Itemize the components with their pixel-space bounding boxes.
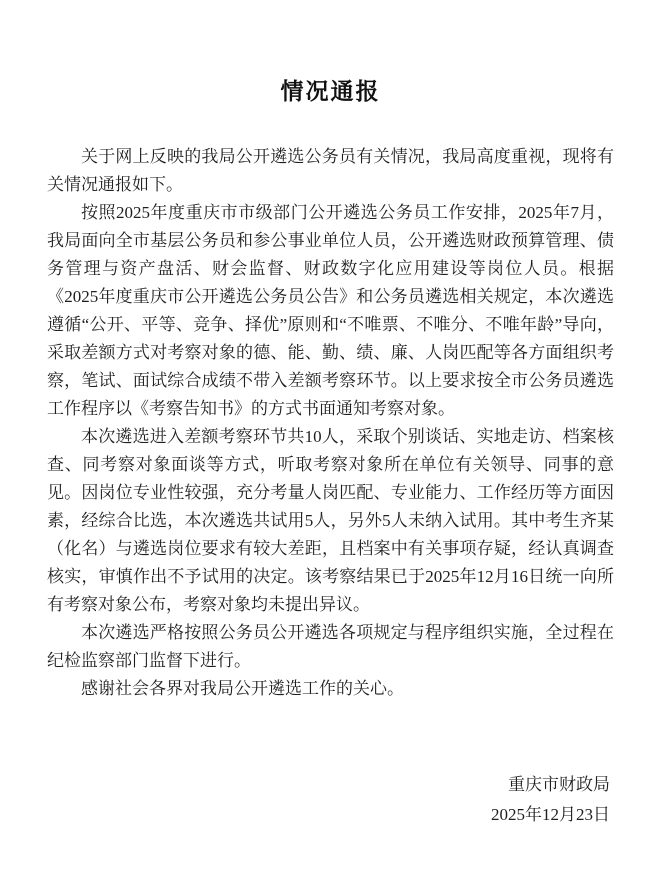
paragraph-inspection-result: 本次遴选进入差额考察环节共10人，采取个别谈话、实地走访、档案核查、同考察对象面谈等方式，听取考察对象所在单位有关领导、同事的意见。因岗位专业性较强，充分考量人岗匹配、专业能力、工作经历等方面因素，经综合比选，本次遴选共试用5人，另外5人未纳入试用。其中考生齐某（化名）与遴选岗位要求有较大差距，且档案中有关事项存疑，经认真调查核实，审慎作出不予试用的决定。该考察结果已于2025年12月16日统一向所有考察对象公布，考察对象均未提出异议。 [47, 427, 614, 614]
signature-date: 2025年12月23日 [491, 805, 610, 824]
document-body [47, 143, 614, 703]
signature-block [491, 770, 610, 830]
paragraph-thanks: 感谢社会各界对我局公开遴选工作的关心。 [81, 679, 404, 698]
paragraph-intro: 关于网上反映的我局公开遴选公务员有关情况，我局高度重视，现将有关情况通报如下。 [47, 147, 614, 194]
signature-org: 重庆市财政局 [508, 775, 610, 794]
paragraph-selection-arrangement: 按照2025年度重庆市市级部门公开遴选公务员工作安排，2025年7月，我局面向全市基层公务员和参公事业单位人员，公开遴选财政预算管理、债务管理与资产盘活、财会监督、财政数字化应用建设等岗位人员。根据《2025年度重庆市公开遴选公务员公告》和公务员遴选相关规定，本次遴选遵循“公开、平等、竞争、择优”原则和“不唯票、不唯分、不唯年龄”导向，采取差额方式对考察对象的德、能、勤、绩、廉、人岗匹配等各方面组织考察，笔试、面试综合成绩不带入差额考察环节。以上要求按全市公务员遴选工作程序以《考察告知书》的方式书面通知考察对象。 [47, 203, 614, 418]
page-title: 情况通报 [280, 79, 381, 104]
paragraph-supervision: 本次遴选严格按照公务员公开遴选各项规定与程序组织实施，全过程在纪检监察部门监督下进行。 [47, 623, 614, 670]
